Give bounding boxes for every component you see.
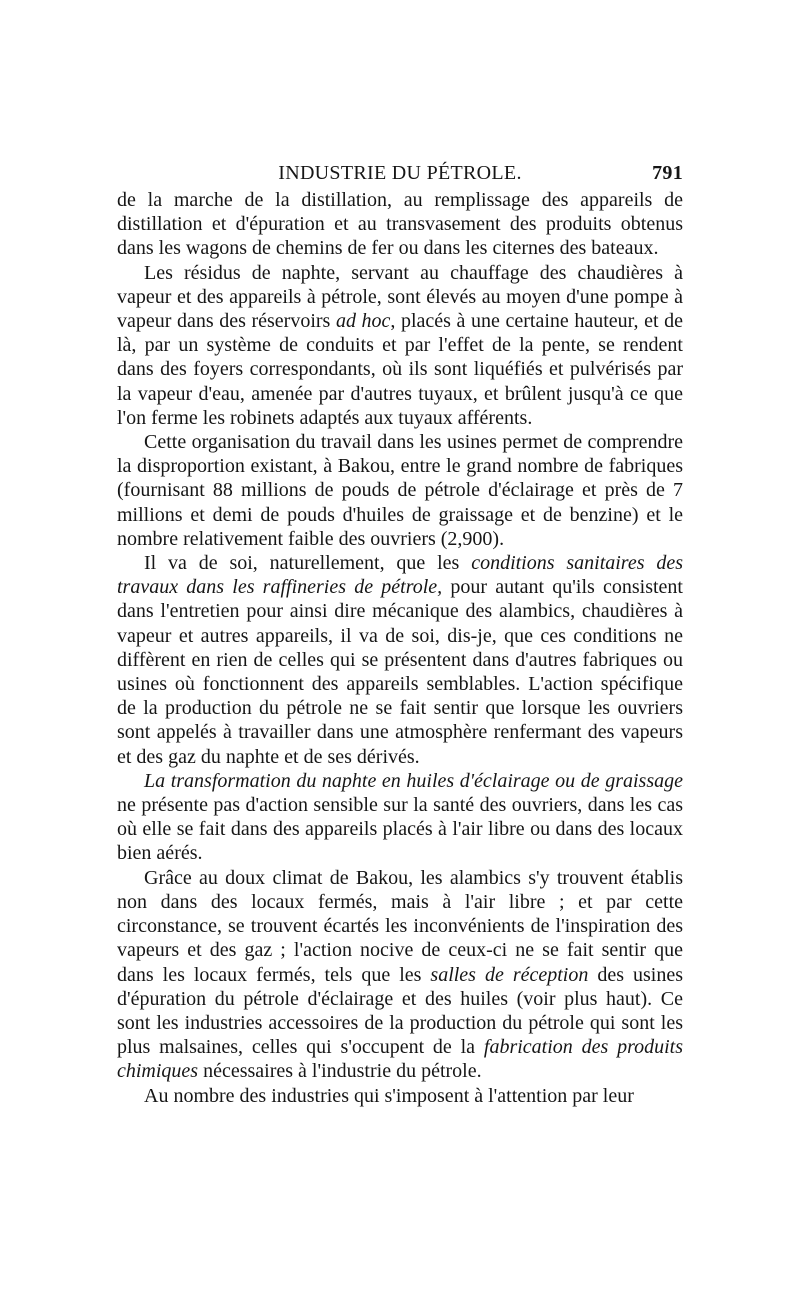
- text-run: ne présente pas d'action sensible sur la santé des ouvriers, dans les cas où elle se fait dans des appareils placés à l'air libre ou dans des locaux bien aérés.: [117, 794, 683, 865]
- italic-run: ad hoc: [335, 310, 391, 333]
- paragraph-4: [117, 551, 683, 769]
- text-run: nécessaires à l'industrie du pétrole.: [198, 1060, 482, 1083]
- italic-run: fabrication des produits chimiques: [117, 1036, 684, 1083]
- paragraph-6: [117, 866, 683, 1084]
- italic-run: conditions sanitaires des travaux dans les raffineries de pétrole,: [117, 552, 683, 599]
- text-run: Les résidus de naphte, servant au chauffage des chaudières à vapeur et des appareils à pétrole, sont élevés au moyen d'une pompe à vapeur dans des réservoirs: [117, 261, 683, 333]
- paragraph-3: [117, 430, 683, 551]
- italic-run: salles de réception: [430, 963, 589, 986]
- page-number: 791: [652, 162, 683, 184]
- paragraph-2: [117, 261, 683, 430]
- paragraph-5: [117, 769, 683, 866]
- body-text: [117, 188, 683, 1108]
- italic-run: La transformation du naphte en huiles d'éclairage ou de graissage: [144, 769, 683, 792]
- running-header: [117, 158, 683, 188]
- text-run: Grâce au doux climat de Bakou, les alambics s'y trouvent établis non dans des locaux fermés, mais à l'air libre ; et par cette circonstance, se trouvent écartés les inconvénients de l'inspiration des vapeurs et des gaz ; l'action nocive de ceux-ci ne se fait sentir que dans les locaux fermés, tels que les: [117, 866, 683, 986]
- text-run: Au nombre des industries qui s'imposent à l'attention par leur: [144, 1084, 634, 1107]
- paragraph-1: [117, 188, 683, 261]
- paragraph-7: [117, 1084, 683, 1108]
- text-run: des usines d'épuration du pétrole d'éclairage et des huiles (voir plus haut). Ce sont les industries accessoires de la production du pétrole qui sont les plus malsaines, celles qui s'occupent de la: [117, 963, 683, 1059]
- text-run: Cette organisation du travail dans les usines permet de comprendre la disproportion existant, à Bakou, entre le grand nombre de fabriques (fournisant 88 millions de pouds de pétrole d'éclairage et près de 7 millions et demi de pouds d'huiles de graissage et de benzine) et le nombre relativement faible des ouvriers (2,900).: [117, 431, 683, 550]
- running-title: INDUSTRIE DU PÉTROLE.: [278, 162, 522, 184]
- text-run: pour autant qu'ils consistent dans l'entretien pour ainsi dire mécanique des alambics, chaudières à vapeur et autres appareils, il va de soi, dis-je, que ces conditions ne diffèrent en rien de celles qui se présentent dans d'autres fabriques ou usines où fonctionnent des appareils semblables. L'action spécifique de la production du pétrole ne se fait sentir que lorsque les ouvriers sont appelés à travailler dans une atmosphère renfermant des vapeurs et des gaz du naphte et de ses dérivés.: [117, 576, 683, 768]
- text-run: , placés à une certaine hauteur, et de là, par un système de conduits et par l'effet de la pente, se rendent dans des foyers correspondants, où ils sont liquéfiés et pulvérisés par la vapeur d'eau, amenée par d'autres tuyaux, et brûlent jusqu'à ce que l'on ferme les robinets adaptés aux tuyaux afférents.: [117, 310, 683, 429]
- text-run: de la marche de la distillation, au remplissage des appareils de distillation et d'épuration et au transvasement des produits obtenus dans les wagons de chemins de fer ou dans les citernes des bateaux.: [117, 189, 683, 260]
- text-run: Il va de soi, naturellement, que les: [144, 552, 472, 575]
